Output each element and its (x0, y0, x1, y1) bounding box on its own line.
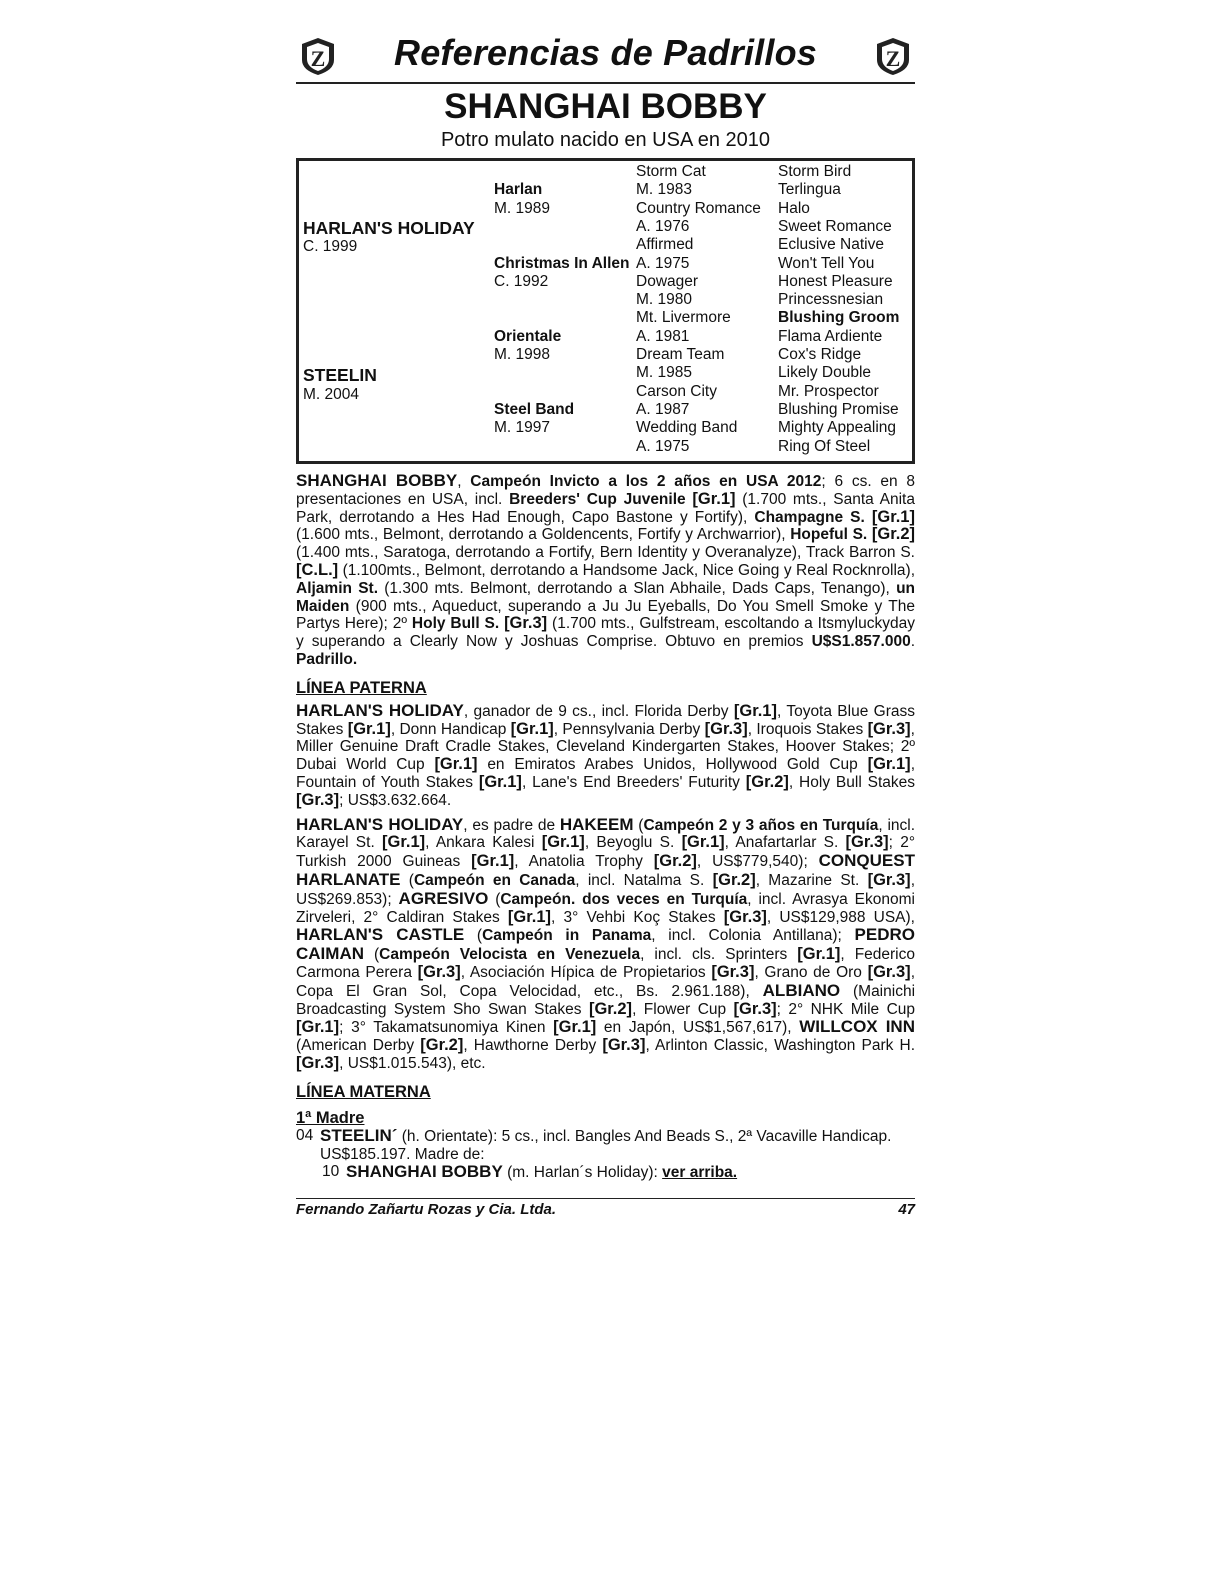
horse-name-ref: WILLCOX INN (799, 1017, 915, 1037)
bold-text: Campeón in Panama (482, 927, 652, 945)
pedigree-table (296, 158, 915, 464)
text-segment: ; 2° Turkish 2000 Guineas (296, 834, 916, 871)
bold-text: Campeón. dos veces en Turquía (500, 890, 748, 908)
text-segment: (1.100mts., Belmont, derrotando a Handsome Jack, Nice Going y Real Rocknrolla), (338, 561, 915, 579)
pedigree-gen2-info: M. 1989 (494, 199, 551, 217)
ver-arriba-link[interactable]: ver arriba. (662, 1164, 738, 1182)
produce-text: (m. Harlan´s Holiday): (502, 1164, 663, 1182)
horse-name-ref: AGRESIVO (398, 888, 489, 908)
grade-badge: [Gr.3] (296, 1053, 340, 1072)
text-segment: ( (464, 927, 483, 945)
horse-name: SHANGHAI BOBBY (444, 87, 767, 126)
pedigree-gen3-entry: A. 1987 (636, 400, 690, 418)
pedigree-gen3-entry: Dowager (636, 272, 699, 290)
svg-text:Z: Z (310, 46, 326, 71)
text-segment: ; 2° NHK Mile Cup (776, 1000, 916, 1018)
bold-text: Campeón 2 y 3 años en Turquía (643, 816, 879, 834)
pedigree-gen3-entry: A. 1981 (636, 327, 690, 345)
pedigree-gen4-entry: Honest Pleasure (778, 272, 893, 290)
text-segment: , (457, 473, 471, 490)
bold-text: Campeón Velocista en Venezuela (379, 946, 641, 964)
grade-badge: [Gr.1] (797, 945, 841, 964)
grade-badge: [Gr.1] (471, 852, 515, 871)
text-segment: en Emiratos Arabes Unidos, Hollywood Gold Cup (477, 756, 868, 774)
bold-text: un Maiden (296, 579, 915, 615)
text-segment: en Japón, US$1,567,617), (596, 1019, 800, 1037)
pedigree-gen3-entry: Dream Team (636, 346, 725, 363)
page-footer (296, 1198, 915, 1218)
grade-badge: [Gr.1] (733, 701, 777, 720)
pedigree-gen3-entry: M. 1980 (636, 291, 693, 309)
text-segment (865, 509, 872, 526)
grade-badge: [Gr.1] (681, 833, 725, 852)
text-segment: (1.300 mts. Belmont, derrotando a Slan Abhaile, Dads Caps, Tenango), (378, 579, 897, 597)
grade-badge: [Gr.3] (723, 907, 767, 926)
text-segment: , Beyoglu S. (584, 834, 682, 852)
text-segment: ; 3° Takamatsunomiya Kinen (339, 1019, 554, 1037)
pedigree-gen2-info: M. 1998 (494, 346, 551, 363)
pedigree-gen2-info: C. 1992 (494, 272, 549, 290)
horse-name-ref: PEDRO CAIMAN (296, 925, 915, 964)
bold-text: Hopeful S. (790, 526, 868, 544)
grade-badge: [Gr.3] (704, 719, 748, 738)
footer-publisher: Fernando Zañartu Rozas y Cia. Ltda. (296, 1200, 557, 1218)
pedigree-gen4-entry: Won't Tell You (778, 254, 875, 272)
text-segment: , Iroquois Stakes (747, 720, 868, 738)
bold-text: Holy Bull S. (411, 615, 500, 633)
text-segment: (1.700 mts., Santa Anita Park, derrotando a Hes Had Enough, Capo Bastone y Fortify), (296, 490, 915, 526)
text-segment: (1.600 mts., Belmont, derrotando a Goldencents, Fortify y Archwarrior), (296, 526, 791, 544)
pedigree-gen2-name: Harlan (494, 181, 543, 199)
grade-badge: [Gr.1] (871, 507, 915, 526)
grade-badge: [Gr.3] (867, 719, 911, 738)
produce-row (296, 1163, 915, 1182)
text-segment: , ganador de 9 cs., incl. Florida Derby (463, 702, 734, 720)
text-segment: (1.700 mts., Gulfstream, escoltando a Itsmyluckyday y superando a Clearly Now y Joshuas Comprise. Obtuvo en premios (296, 615, 915, 651)
pedigree-gen4-entry: Flama Ardiente (778, 327, 883, 345)
linea-paterna-progeny (296, 816, 915, 1073)
pedigree-dam-info: M. 2004 (303, 386, 360, 403)
text-segment: , Fountain of Youth Stakes (296, 756, 915, 791)
text-segment: ( (488, 890, 501, 908)
pedigree-gen4-entry: Ring Of Steel (778, 437, 871, 455)
pedigree-gen2-info: M. 1997 (494, 419, 551, 437)
pedigree-gen4-entry: Princessnesian (778, 291, 884, 309)
text-segment: , Copa El Gran Sol, Copa Velocidad, etc., Bs. 2.961.188), (296, 963, 915, 1000)
grade-badge: [Gr.3] (867, 870, 911, 889)
text-segment: , Holy Bull Stakes (788, 773, 915, 791)
pedigree-gen3-entry: A. 1975 (636, 254, 690, 272)
bold-text: Campeón Invicto a los 2 años en USA 2012 (470, 473, 822, 490)
text-segment: (1.400 mts., Saratoga, derrotando a Fortify, Bern Identity y Overanalyze), Track Barron S. (296, 544, 915, 562)
logo-icon (873, 36, 913, 76)
pedigree-gen4-entry: Halo (778, 199, 810, 217)
text-segment: . (910, 633, 915, 651)
text-segment: , incl. Avrasya Ekonomi Zirveleri, 2° Caldiran Stakes (296, 890, 915, 926)
pedigree-sire: HARLAN'S HOLIDAY (303, 218, 475, 238)
text-segment: , incl. Natalma S. (575, 871, 713, 889)
horse-description: Potro mulato nacido en USA en 2010 (440, 129, 771, 151)
text-segment: , Donn Handicap (390, 720, 511, 738)
grade-badge: [Gr.1] (541, 833, 585, 852)
grade-badge: [Gr.2] (712, 870, 756, 889)
text-segment: (900 mts., Aqueduct, superando a Ju Ju Eyeballs, Do You Smell Smoke y The Partys Here); 2º (296, 597, 915, 633)
grade-badge: [Gr.2] (871, 525, 915, 544)
text-segment: , incl. Colonia Antillana); (651, 927, 855, 945)
bold-text: Breeders' Cup Juvenile (509, 490, 686, 508)
text-segment: , Flower Cup (632, 1000, 734, 1018)
grade-badge: [Gr.1] (507, 907, 552, 926)
text-segment: , Arlinton Classic, Washington Park H. (645, 1037, 915, 1055)
pedigree-gen4-entry: Blushing Promise (778, 400, 899, 418)
text-segment: , Asociación Hípica de Propietarios (460, 963, 712, 981)
pedigree-dam: STEELIN (303, 365, 377, 385)
horse-name-ref: ALBIANO (762, 980, 841, 1000)
text-segment: ; 6 cs. en 8 presentaciones en USA, incl. (296, 473, 915, 508)
text-segment: , Pennsylvania Derby (553, 720, 705, 738)
horse-name-ref: HARLAN'S HOLIDAY (296, 814, 464, 834)
race-record-paragraph (296, 472, 915, 669)
dam-name: STEELIN´ (320, 1126, 398, 1146)
horse-name-ref: HARLAN'S CASTLE (296, 925, 465, 945)
text-segment: , Miller Genuine Draft Cradle Stakes, Cleveland Kindergarten Stakes, Hoover Stakes; 2º Dubai World Cup (296, 720, 915, 774)
dam-row (296, 1127, 915, 1163)
grade-badge: [Gr.3] (504, 614, 548, 633)
grade-badge: [Gr.3] (733, 999, 777, 1018)
text-segment: (Mainichi Broadcasting System Sho Swan Stakes (296, 982, 916, 1018)
grade-badge: [Gr.1] (553, 1018, 597, 1037)
pedigree-gen4-entry: Mr. Prospector (778, 382, 879, 400)
grade-badge: [Gr.1] (296, 1018, 340, 1037)
bold-text: Campeón en Canada (413, 871, 576, 889)
grade-badge: [Gr.3] (711, 962, 755, 981)
pedigree-gen3-entry: M. 1983 (636, 181, 693, 199)
grade-badge: [Gr.1] (692, 489, 736, 508)
page-number: 47 (898, 1200, 915, 1218)
bold-text: Champagne S. (754, 508, 865, 526)
text-segment: ( (364, 946, 380, 964)
text-segment: , 3° Vehbi Koç Stakes (551, 908, 724, 926)
dam-year: 04 (296, 1127, 314, 1145)
pedigree-gen4-entry: Blushing Groom (778, 309, 900, 327)
pedigree-gen3-entry: A. 1976 (636, 217, 690, 235)
text-segment: , US$779,540); (696, 853, 819, 871)
first-dam-label: 1ª Madre (296, 1108, 365, 1127)
text-segment: , Anafartarlar S. (724, 834, 846, 852)
grade-badge: [Gr.1] (347, 719, 391, 738)
bold-text: Padrillo. (296, 650, 358, 668)
pedigree-gen3-entry: Carson City (636, 382, 717, 400)
text-segment: , incl. cls. Sprinters (640, 946, 798, 964)
produce-name: SHANGHAI BOBBY (346, 1162, 503, 1182)
text-segment: , Grano de Oro (754, 963, 868, 981)
pedigree-sire-info: C. 1999 (303, 238, 358, 255)
grade-badge: [Gr.2] (420, 1036, 464, 1055)
text-segment: (American Derby (296, 1037, 421, 1055)
grade-badge: [Gr.2] (588, 999, 633, 1018)
svg-text:Z: Z (885, 46, 901, 71)
pedigree-gen4-entry: Terlingua (778, 181, 841, 199)
header-title: Referencias de Padrillos (394, 32, 817, 73)
text-segment: , Anatolia Trophy (514, 853, 654, 871)
race-record (296, 472, 915, 669)
grade-badge: [Gr.3] (602, 1036, 646, 1055)
pedigree-gen3-entry: Storm Cat (636, 163, 706, 180)
page-header (296, 30, 915, 84)
grade-badge: [Gr.3] (417, 962, 461, 981)
pedigree-gen2-name: Christmas In Allen (494, 254, 630, 272)
horse-name-ref: HARLAN'S HOLIDAY (296, 700, 464, 720)
grade-badge: [Gr.3] (867, 962, 911, 981)
grade-badge: [Gr.1] (867, 755, 911, 774)
linea-paterna-text (296, 702, 915, 1073)
pedigree-gen4-entry: Storm Bird (778, 163, 852, 180)
text-segment: ( (400, 871, 414, 889)
dam-text: (h. Orientate): 5 cs., incl. Bangles And Beads S., 2ª Vacaville Handicap. US$185.197. Madre de: (320, 1128, 892, 1163)
text-segment: , Hawthorne Derby (463, 1037, 603, 1055)
horse-name-ref: HAKEEM (559, 814, 634, 834)
pedigree-gen3-entry: Country Romance (636, 199, 761, 217)
text-segment: , US$129,988 USA), (766, 908, 915, 926)
grade-badge: [Gr.1] (478, 772, 522, 791)
pedigree-gen3-entry: M. 1985 (636, 364, 693, 382)
section-linea-materna: LÍNEA MATERNA (296, 1082, 431, 1101)
produce-year: 10 (322, 1163, 340, 1181)
pedigree-gen4-entry: Eclusive Native (778, 236, 884, 254)
pedigree-gen2-name: Orientale (494, 327, 562, 345)
pedigree-gen4-entry: Sweet Romance (778, 217, 892, 235)
pedigree-gen3-entry: Wedding Band (636, 419, 738, 437)
pedigree-gen2-name: Steel Band (494, 400, 575, 418)
grade-badge: [Gr.3] (845, 833, 889, 852)
horse-name-ref: CONQUEST HARLANATE (296, 851, 915, 889)
section-linea-paterna: LÍNEA PATERNA (296, 678, 427, 697)
text-segment: , Lane's End Breeders' Futurity (521, 773, 746, 791)
pedigree-gen3-entry: Affirmed (636, 236, 694, 254)
grade-badge: [Gr.1] (434, 755, 478, 774)
pedigree-gen4-entry: Mighty Appealing (778, 419, 897, 437)
pedigree-gen4-entry: Cox's Ridge (778, 346, 862, 363)
bold-text: U$S1.857.000 (811, 633, 911, 651)
pedigree-gen3-entry: A. 1975 (636, 437, 690, 455)
text-segment: , Ankara Kalesi (425, 834, 542, 852)
text-segment: , incl. Karayel St. (296, 816, 916, 852)
text-segment: , US$269.853); (296, 871, 915, 908)
linea-materna (296, 1110, 915, 1182)
text-segment: , US$1.015.543), etc. (339, 1054, 486, 1072)
grade-badge: [Gr.1] (510, 719, 554, 738)
grade-badge: [Gr.1] (382, 833, 426, 852)
text-segment: ( (633, 816, 644, 834)
bold-text: Aljamin St. (296, 579, 379, 597)
grade-badge: [C.L.] (296, 560, 339, 579)
horse-name-ref: SHANGHAI BOBBY (296, 471, 458, 490)
text-segment: , es padre de (463, 816, 560, 834)
pedigree-gen4-entry: Likely Double (778, 364, 872, 382)
page (296, 30, 915, 1218)
pedigree-gen3-entry: Mt. Livermore (636, 309, 731, 327)
text-segment: , Toyota Blue Grass Stakes (296, 702, 915, 738)
text-segment: , Federico Carmona Perera (296, 946, 915, 981)
text-segment: ; US$3.632.664. (339, 791, 452, 809)
grade-badge: [Gr.3] (296, 790, 340, 809)
linea-paterna-paragraph (296, 702, 915, 810)
grade-badge: [Gr.2] (745, 772, 789, 791)
text-segment: , Mazarine St. (755, 871, 868, 889)
grade-badge: [Gr.2] (653, 852, 697, 871)
